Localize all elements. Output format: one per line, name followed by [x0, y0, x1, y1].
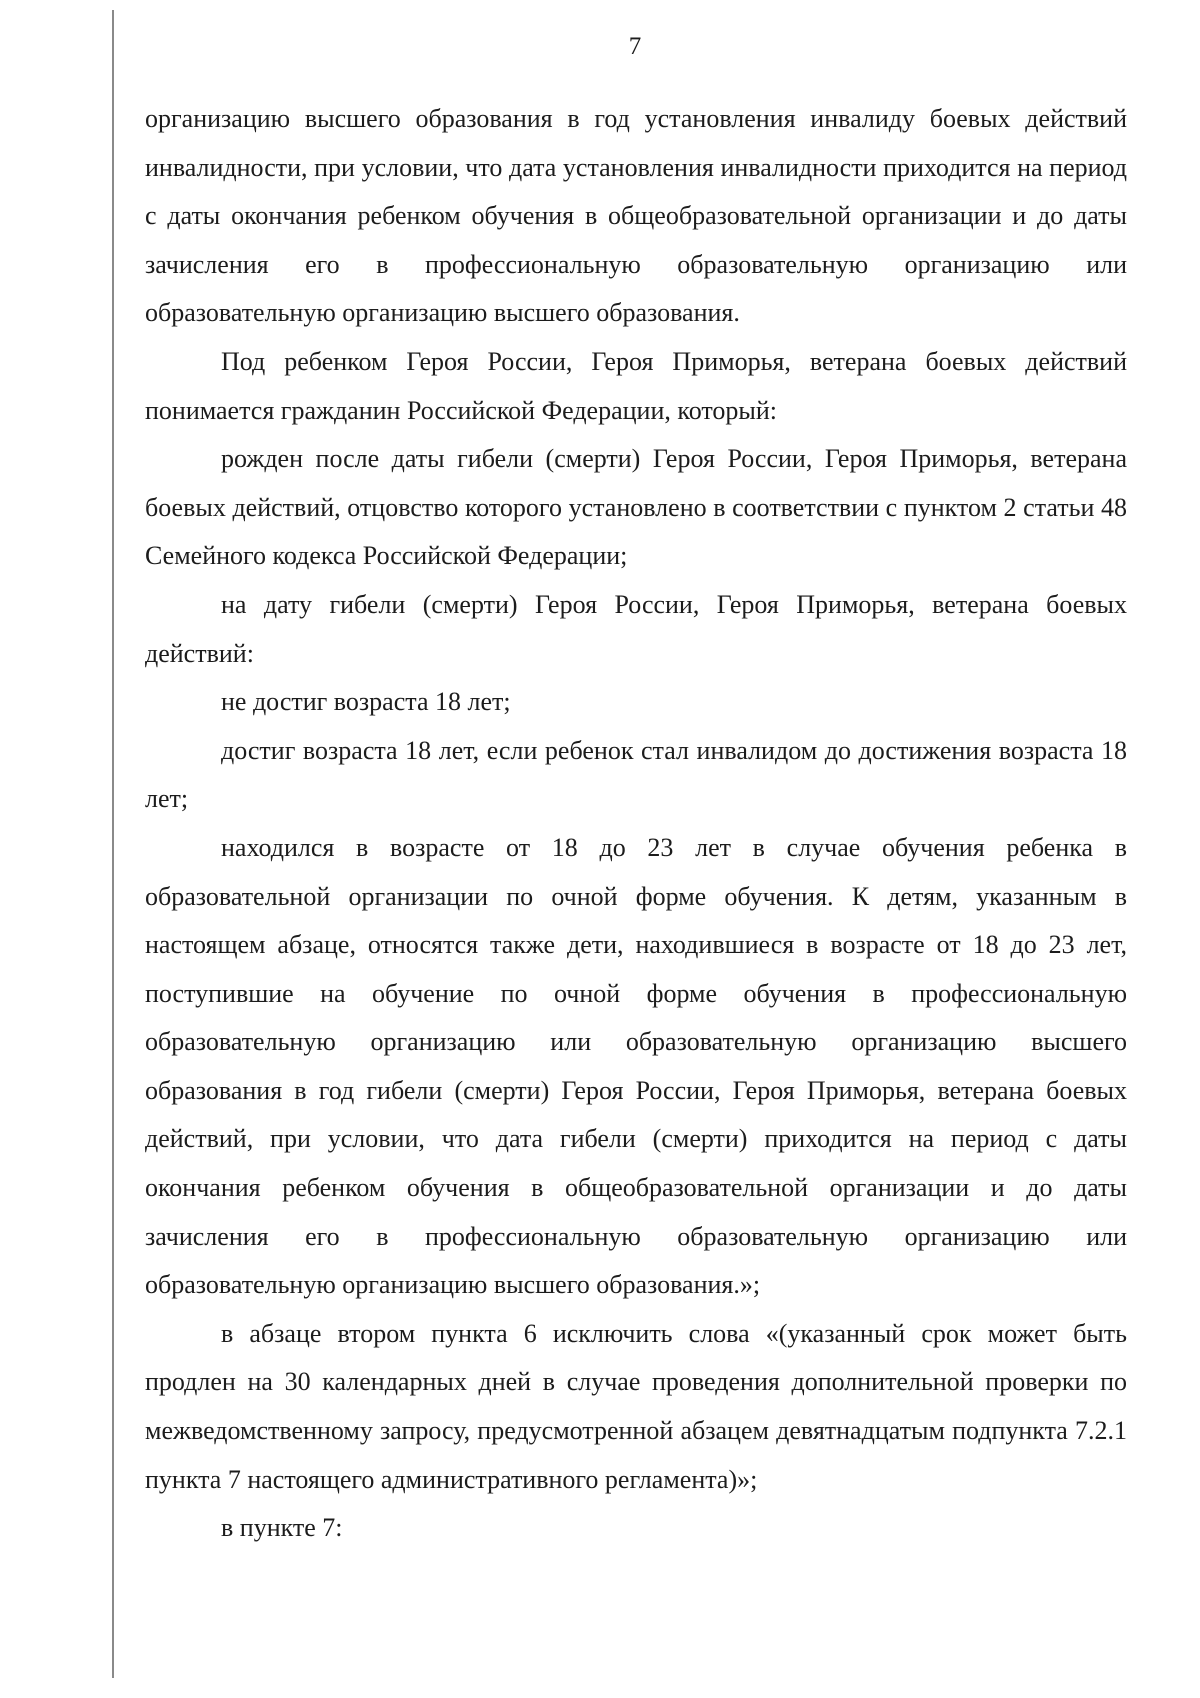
paragraph-4: на дату гибели (смерти) Героя России, Героя Приморья, ветерана боевых действий:	[145, 589, 1127, 668]
document-body	[145, 95, 1127, 1553]
paragraph-1: организацию высшего образования в год установления инвалиду боевых действий инвалидности, при условии, что дата установления инвалидности приходится на период с даты окончания ребенком обучения в общеобразовательной организации и до даты зачисления его в профессиональную образовательную организацию или образовательную организацию высшего образования.	[145, 104, 1127, 328]
paragraph-7: находился в возрасте от 18 до 23 лет в случае обучения ребенка в образовательной организации по очной форме обучения. К детям, указанным в настоящем абзаце, относятся также дети, находившиеся в возрасте от 18 до 23 лет, поступившие на обучение по очной форме обучения в профессиональную образовательную организацию или образовательную организацию высшего образования в год гибели (смерти) Героя России, Героя Приморья, ветерана боевых действий, при условии, что дата гибели (смерти) приходится на период с даты окончания ребенком обучения в общеобразовательной организации и до даты зачисления его в профессиональную образовательную организацию или образовательную организацию высшего образования.»;	[145, 832, 1127, 1300]
paragraph-5: не достиг возраста 18 лет;	[221, 687, 511, 717]
paragraph-6: достиг возраста 18 лет, если ребенок стал инвалидом до достижения возраста 18 лет;	[145, 735, 1127, 814]
paragraph-9: в пункте 7:	[221, 1513, 343, 1543]
paragraph-3: рожден после даты гибели (смерти) Героя России, Героя Приморья, ветерана боевых действий, отцовство которого установлено в соответствии с пунктом 2 статьи 48 Семейного кодекса Российской Федерации;	[145, 444, 1127, 571]
paragraph-2: Под ребенком Героя России, Героя Приморья, ветерана боевых действий понимается гражданин Российской Федерации, который:	[145, 346, 1127, 425]
binding-margin-rule	[112, 10, 114, 1678]
page-number: 7	[628, 33, 642, 60]
paragraph-8: в абзаце втором пункта 6 исключить слова «(указанный срок может быть продлен на 30 календарных дней в случае проведения дополнительной проверки по межведомственному запросу, предусмотренной абзацем девятнадцатым подпункта 7.2.1 пункта 7 настоящего административного регламента)»;	[145, 1318, 1127, 1494]
